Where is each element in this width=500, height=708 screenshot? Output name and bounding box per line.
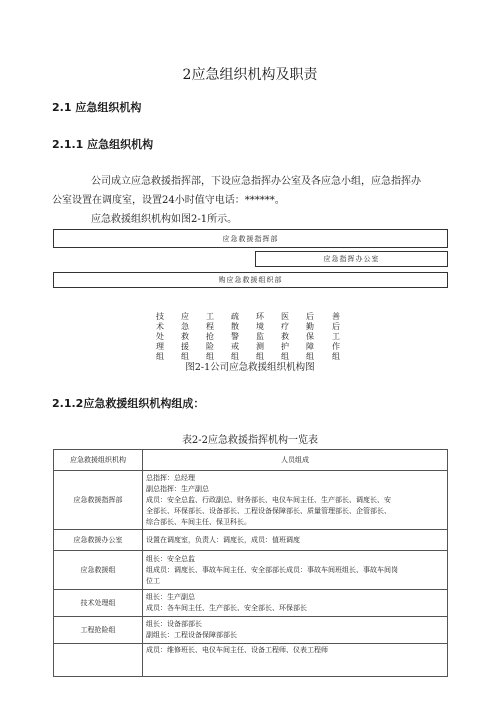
org-group-column: 医疗救护组 (281, 312, 289, 361)
org-group-column: 后勤保障组 (306, 312, 314, 361)
table-cell-members (143, 617, 448, 644)
table-cell-line: 副总指挥：生产副总 (146, 484, 209, 493)
table-cell-members (143, 551, 448, 590)
table-cell-role: 应急救援指挥部 (54, 471, 143, 530)
table-cell-role: 应急救援组 (54, 551, 143, 590)
table-cell-line: 组长：安全总监 (146, 554, 195, 563)
table-cell-line: 综合部长、车间主任、保卫科长。 (146, 517, 251, 526)
paragraph-line: 公室设置在调度室，设置24小时值守电话：******。 (52, 195, 285, 206)
table-cell-line: 成员：各车间主任、生产部长、安全部长、环保部长 (146, 604, 307, 612)
section-heading-2-1-2: 2.1.2应急救援组织机构组成： (52, 397, 205, 410)
table-row (54, 530, 448, 551)
table-cell-role: 应急救援办公室 (54, 530, 143, 551)
table-header-cell: 应急救援组织机构 (54, 450, 143, 471)
table-cell-members (143, 530, 448, 551)
table-row (54, 617, 448, 644)
table-caption: 表2-2应急救援指挥机构一览表 (181, 435, 319, 446)
table-cell-role: 技术处理组 (54, 590, 143, 617)
org-group-column: 技术处理组 (156, 312, 164, 361)
org-group-column: 应急救援组 (181, 312, 189, 361)
table-cell-line: 位工 (146, 576, 160, 585)
org-group-column: 善后工作组 (332, 312, 340, 361)
table-cell-line: 成员：安全总监、行政副总、财务部长、电仪车间主任、生产部长、调度长、安 (146, 495, 391, 504)
table-cell-line: 设置在调度室，负责人：调度长，成员：值班调度 (146, 535, 300, 544)
org-group-column: 疏散警戒组 (231, 312, 239, 361)
chapter-title: 2应急组织机构及职责 (182, 67, 318, 83)
table-row (54, 590, 448, 617)
org-box-department: 购应急救援组织部 (53, 272, 448, 288)
org-box-headquarters: 应急救援指挥部 (53, 229, 448, 248)
table-header-cell: 人员组成 (143, 450, 448, 471)
figure-caption: 图2-1公司应急救援组织机构图 (185, 362, 315, 373)
table-cell-line: 成员：维修班长、电仪车间主任、设备工程师、仪表工程师 (146, 646, 328, 654)
table-cell-members (143, 471, 448, 530)
org-box-office: 应急指挥办公室 (255, 251, 448, 267)
section-heading-2-1-1: 2.1.1 应急组织机构 (52, 138, 154, 151)
paragraph-line: 应急救援组织机构如图2-1所示。 (91, 214, 238, 225)
table-cell-role: 工程抢险组 (54, 617, 143, 644)
table-cell-line: 组长：设备部部长 (146, 620, 202, 628)
roles-table (53, 449, 448, 677)
table-cell-line: 组长：生产副总 (146, 593, 195, 601)
table-cell-line: 全部长、环保部长、设备部长、工程设备保障部长、质量管理部长、企管部长、 (146, 506, 391, 515)
table-cell-line: 副组长：工程设备保障部部长 (146, 631, 237, 639)
table-cell-line: 组成员：调度长、事故车间主任、安全部部长成员：事故车间班组长、事故车间岗 (146, 565, 398, 574)
paragraph-line: 公司成立应急救援指挥部，下设应急指挥办公室及各应急小组，应急指挥办 (91, 176, 421, 187)
table-cell-role (54, 644, 143, 677)
table-row (54, 644, 448, 677)
table-row (54, 471, 448, 530)
table-row (54, 551, 448, 590)
table-cell-members (143, 644, 448, 677)
table-cell-line: 总指挥：总经理 (146, 473, 195, 482)
table-header-row (54, 450, 448, 471)
section-heading-2-1: 2.1 应急组织机构 (52, 101, 142, 114)
table-cell-members (143, 590, 448, 617)
org-group-column: 工程抢险组 (206, 312, 214, 361)
org-group-column: 环境监测组 (256, 312, 264, 361)
